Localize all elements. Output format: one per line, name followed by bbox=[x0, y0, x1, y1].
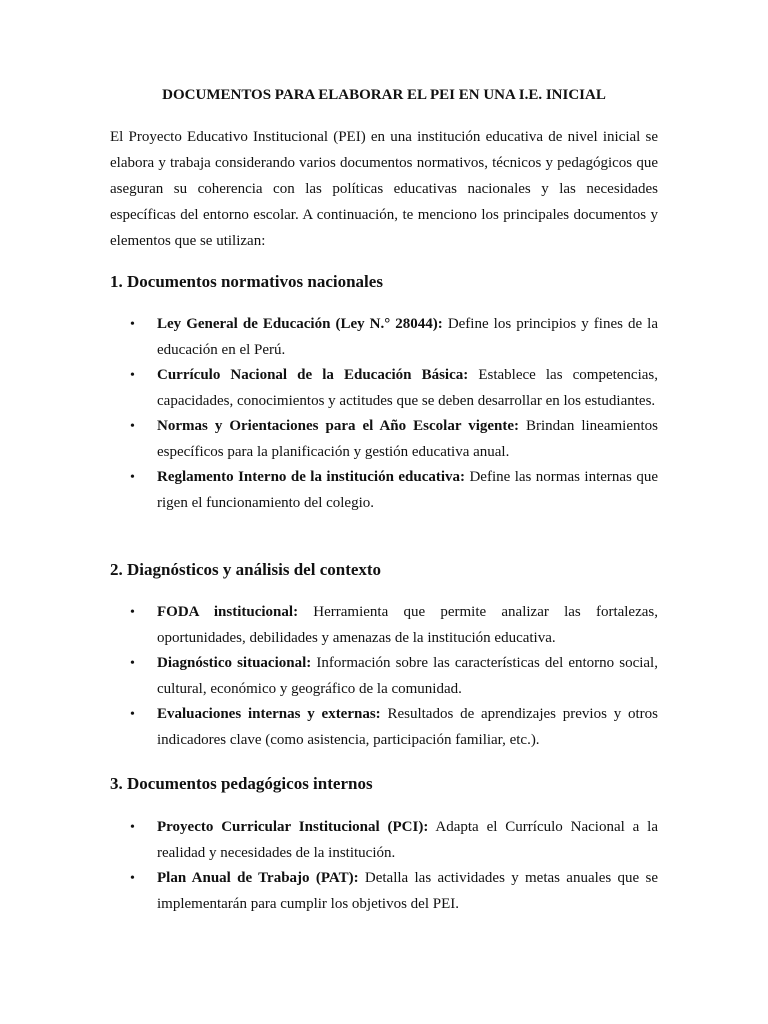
section-list-normativos bbox=[110, 312, 658, 516]
item-term: Reglamento Interno de la institución educativa: bbox=[157, 469, 466, 485]
item-text: Información sobre las características del entorno social, cultural, económico y geográfico de la comunidad. bbox=[157, 655, 658, 697]
item-text: Define las normas internas que rigen el funcionamiento del colegio. bbox=[157, 469, 658, 511]
list-item bbox=[110, 363, 658, 414]
list-item bbox=[110, 312, 658, 363]
intro-paragraph: El Proyecto Educativo Institucional (PEI) en una institución educativa de nivel inicial se elabora y trabaja considerando varios documentos normativos, técnicos y pedagógicos que aseguran su coherencia con las políticas educativas nacionales y las necesidades específicas del entorno escolar. A continuación, te menciono los principales documentos y elementos que se utilizan: bbox=[110, 129, 658, 249]
item-text: Detalla las actividades y metas anuales que se implementarán para cumplir los objetivos del PEI. bbox=[157, 870, 659, 912]
list-item bbox=[110, 465, 658, 516]
item-term: Normas y Orientaciones para el Año Escolar vigente: bbox=[157, 418, 520, 434]
bullet-icon: • bbox=[130, 368, 135, 383]
bullet-icon: • bbox=[130, 871, 135, 886]
item-term: Currículo Nacional de la Educación Básica: bbox=[157, 367, 469, 383]
bullet-icon: • bbox=[130, 820, 135, 835]
section-list-diagnosticos bbox=[110, 600, 658, 753]
bullet-icon: • bbox=[130, 656, 135, 671]
bullet-icon: • bbox=[130, 707, 135, 722]
item-term: Plan Anual de Trabajo (PAT): bbox=[157, 870, 359, 886]
item-text: Adapta el Currículo Nacional a la realidad y necesidades de la institución. bbox=[157, 819, 658, 861]
item-term: FODA institucional: bbox=[157, 604, 299, 620]
item-term: Diagnóstico situacional: bbox=[157, 655, 312, 671]
bullet-icon: • bbox=[130, 317, 135, 332]
bullet-icon: • bbox=[130, 470, 135, 485]
item-text: Brindan lineamientos específicos para la planificación y gestión educativa anual. bbox=[157, 418, 658, 460]
bullet-icon: • bbox=[130, 419, 135, 434]
item-text: Resultados de aprendizajes previos y otros indicadores clave (como asistencia, participación familiar, etc.). bbox=[157, 706, 658, 748]
list-item bbox=[110, 702, 658, 753]
item-text: Define los principios y fines de la educación en el Perú. bbox=[157, 316, 658, 358]
bullet-icon: • bbox=[130, 605, 135, 620]
item-text: Herramienta que permite analizar las fortalezas, oportunidades, debilidades y amenazas de la institución educativa. bbox=[157, 604, 658, 646]
item-term: Proyecto Curricular Institucional (PCI): bbox=[157, 819, 429, 835]
list-item bbox=[110, 414, 658, 465]
list-item bbox=[110, 866, 658, 917]
item-text: Establece las competencias, capacidades, conocimientos y actitudes que se deben desarrollar en los estudiantes. bbox=[157, 367, 658, 409]
list-item bbox=[110, 815, 658, 866]
document-title: DOCUMENTOS PARA ELABORAR EL PEI EN UNA I.E. INICIAL bbox=[162, 87, 606, 103]
item-term: Ley General de Educación (Ley N.° 28044): bbox=[157, 316, 443, 332]
section-heading-pedagogicos: 3. Documentos pedagógicos internos bbox=[110, 774, 373, 793]
section-heading-normativos: 1. Documentos normativos nacionales bbox=[110, 272, 383, 291]
list-item bbox=[110, 600, 658, 651]
section-list-pedagogicos bbox=[110, 815, 658, 917]
item-term: Evaluaciones internas y externas: bbox=[157, 706, 381, 722]
section-heading-diagnosticos: 2. Diagnósticos y análisis del contexto bbox=[110, 560, 382, 579]
list-item bbox=[110, 651, 658, 702]
